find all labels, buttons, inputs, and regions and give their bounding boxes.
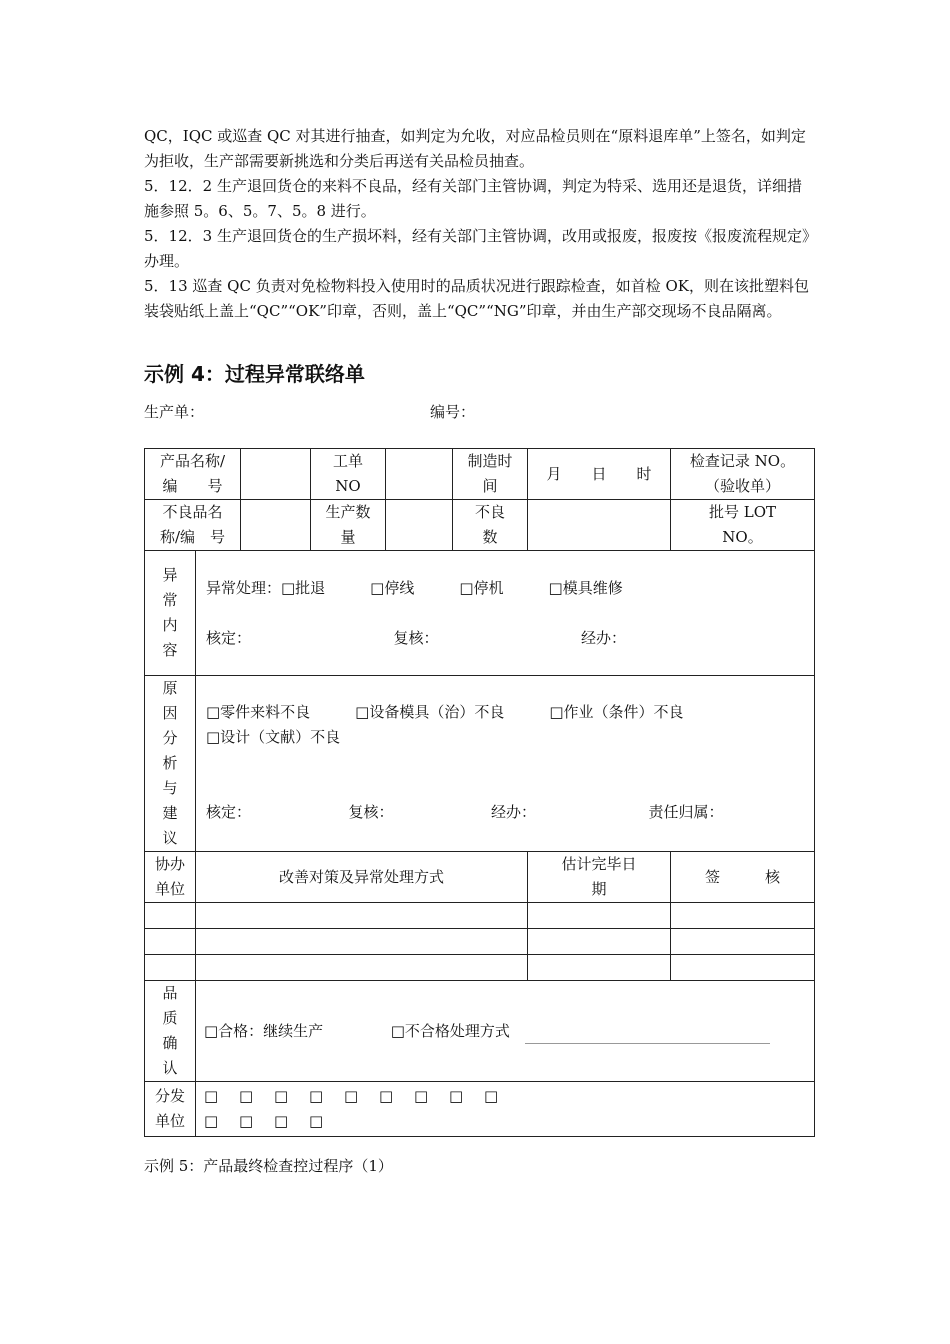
assist-row-cell	[671, 929, 815, 955]
assist-unit-label: 协办单位	[145, 852, 196, 903]
cause-options-line1: □零件来料不良 □设备模具（治）不良 □作业（条件）不良	[206, 703, 684, 721]
distribution-checkbox: □	[204, 1112, 219, 1130]
assist-row-cell	[528, 929, 671, 955]
fail-method-blank	[525, 1027, 770, 1044]
defect-name-value	[241, 500, 311, 551]
section-heading: 示例 4：过程异常联络单	[144, 362, 365, 386]
distribution-checkbox: □	[379, 1087, 394, 1105]
cause-analysis-label: 原因分析与建议	[145, 676, 196, 852]
abnormal-handling-options: 异常处理：□批退 □停线 □停机 □模具维修	[206, 578, 623, 597]
distribution-checkbox: □	[449, 1087, 464, 1105]
abnormal-content-label: 异常内容	[145, 551, 196, 676]
defect-qty-label: 不良数	[453, 500, 528, 551]
quality-pass-option: □合格：继续生产	[204, 1021, 324, 1040]
abnormal-sign-line: 核定： 复核： 经办：	[206, 628, 627, 647]
quality-confirm-cell	[196, 981, 815, 1082]
paragraph-qc-check: QC，IQC 或巡查 QC 对其进行抽查，如判定为允收，对应品检员则在“原料退库单”上签名，如判定为拒收，生产部需要新挑选和分类后再送有关品检员抽查。	[144, 127, 806, 170]
assist-row-cell	[145, 929, 196, 955]
distribution-checkbox: □	[239, 1112, 254, 1130]
assist-row-cell	[671, 903, 815, 929]
distribution-checkbox: □	[204, 1087, 219, 1105]
paragraph-5-12-3: 5．12．3 生产退回货仓的生产损坏料，经有关部门主管协调，改用或报废，报废按《报废流程规定》办理。	[144, 227, 810, 270]
quality-confirm-label: 品质确认	[145, 981, 196, 1082]
sign-label: 签 核	[671, 852, 815, 903]
paragraph-5-13: 5．13 巡查 QC 负责对免检物料投入使用时的品质状况进行跟踪检查，如首检 OK，则在该批塑料包装袋贴纸上盖上“QC”“OK”印章，否则，盖上“QC”“NG”印章，并由生产部交现场不良品隔离。	[144, 277, 809, 320]
assist-row-cell	[528, 955, 671, 981]
cause-analysis-cell	[196, 676, 815, 852]
assist-row-cell	[196, 955, 528, 981]
assist-row-cell	[196, 929, 528, 955]
distribution-label: 分发单位	[145, 1082, 196, 1137]
process-abnormal-form	[144, 448, 815, 1137]
measures-label: 改善对策及异常处理方式	[196, 852, 528, 903]
distribution-checkbox: □	[239, 1087, 254, 1105]
distribution-checkbox: □	[274, 1112, 289, 1130]
distribution-row-2	[204, 1109, 806, 1134]
distribution-cell	[196, 1082, 815, 1137]
serial-no-label: 编号：	[430, 403, 476, 421]
prod-qty-label: 生产数量	[311, 500, 386, 551]
defect-qty-value	[528, 500, 671, 551]
assist-row-cell	[145, 955, 196, 981]
assist-row-cell	[196, 903, 528, 929]
work-order-label: 工单 NO	[311, 449, 386, 500]
abnormal-content-cell	[196, 551, 815, 676]
est-date-label: 估计完毕日 期	[528, 852, 671, 903]
distribution-checkbox: □	[309, 1087, 324, 1105]
work-order-value	[386, 449, 453, 500]
prod-qty-value	[386, 500, 453, 551]
distribution-row-1	[204, 1084, 806, 1109]
distribution-checkbox: □	[274, 1087, 289, 1105]
distribution-checkbox: □	[344, 1087, 359, 1105]
paragraph-5-12-2: 5．12．2 生产退回货仓的来料不良品，经有关部门主管协调，判定为特采、选用还是退货，详细措施参照 5。6、5。7、5。8 进行。	[144, 177, 802, 220]
distribution-checkbox: □	[414, 1087, 429, 1105]
body-text	[144, 124, 816, 324]
cause-sign-line: 核定： 复核： 经办： 责任归属：	[206, 803, 724, 821]
product-name-label: 产品名称/编 号	[145, 449, 241, 500]
lot-no-label: 批号 LOT NO。	[671, 500, 815, 551]
example-5-caption: 示例 5：产品最终检查控过程序（1）	[144, 1157, 393, 1175]
month-day-hour: 月 日 时	[528, 449, 671, 500]
assist-row-cell	[528, 903, 671, 929]
assist-row-cell	[145, 903, 196, 929]
defect-name-label: 不良品名称/编 号	[145, 500, 241, 551]
production-order-label: 生产单：	[144, 403, 205, 421]
cause-options-line2: □设计（文献）不良	[206, 728, 341, 746]
product-name-value	[241, 449, 311, 500]
distribution-checkbox: □	[309, 1112, 324, 1130]
inspection-record-label: 检查记录 NO。（验收单）	[671, 449, 815, 500]
assist-row-cell	[671, 955, 815, 981]
distribution-checkbox: □	[484, 1087, 499, 1105]
quality-fail-option: □不合格处理方式	[390, 1021, 510, 1040]
mfg-time-label: 制造时间	[453, 449, 528, 500]
